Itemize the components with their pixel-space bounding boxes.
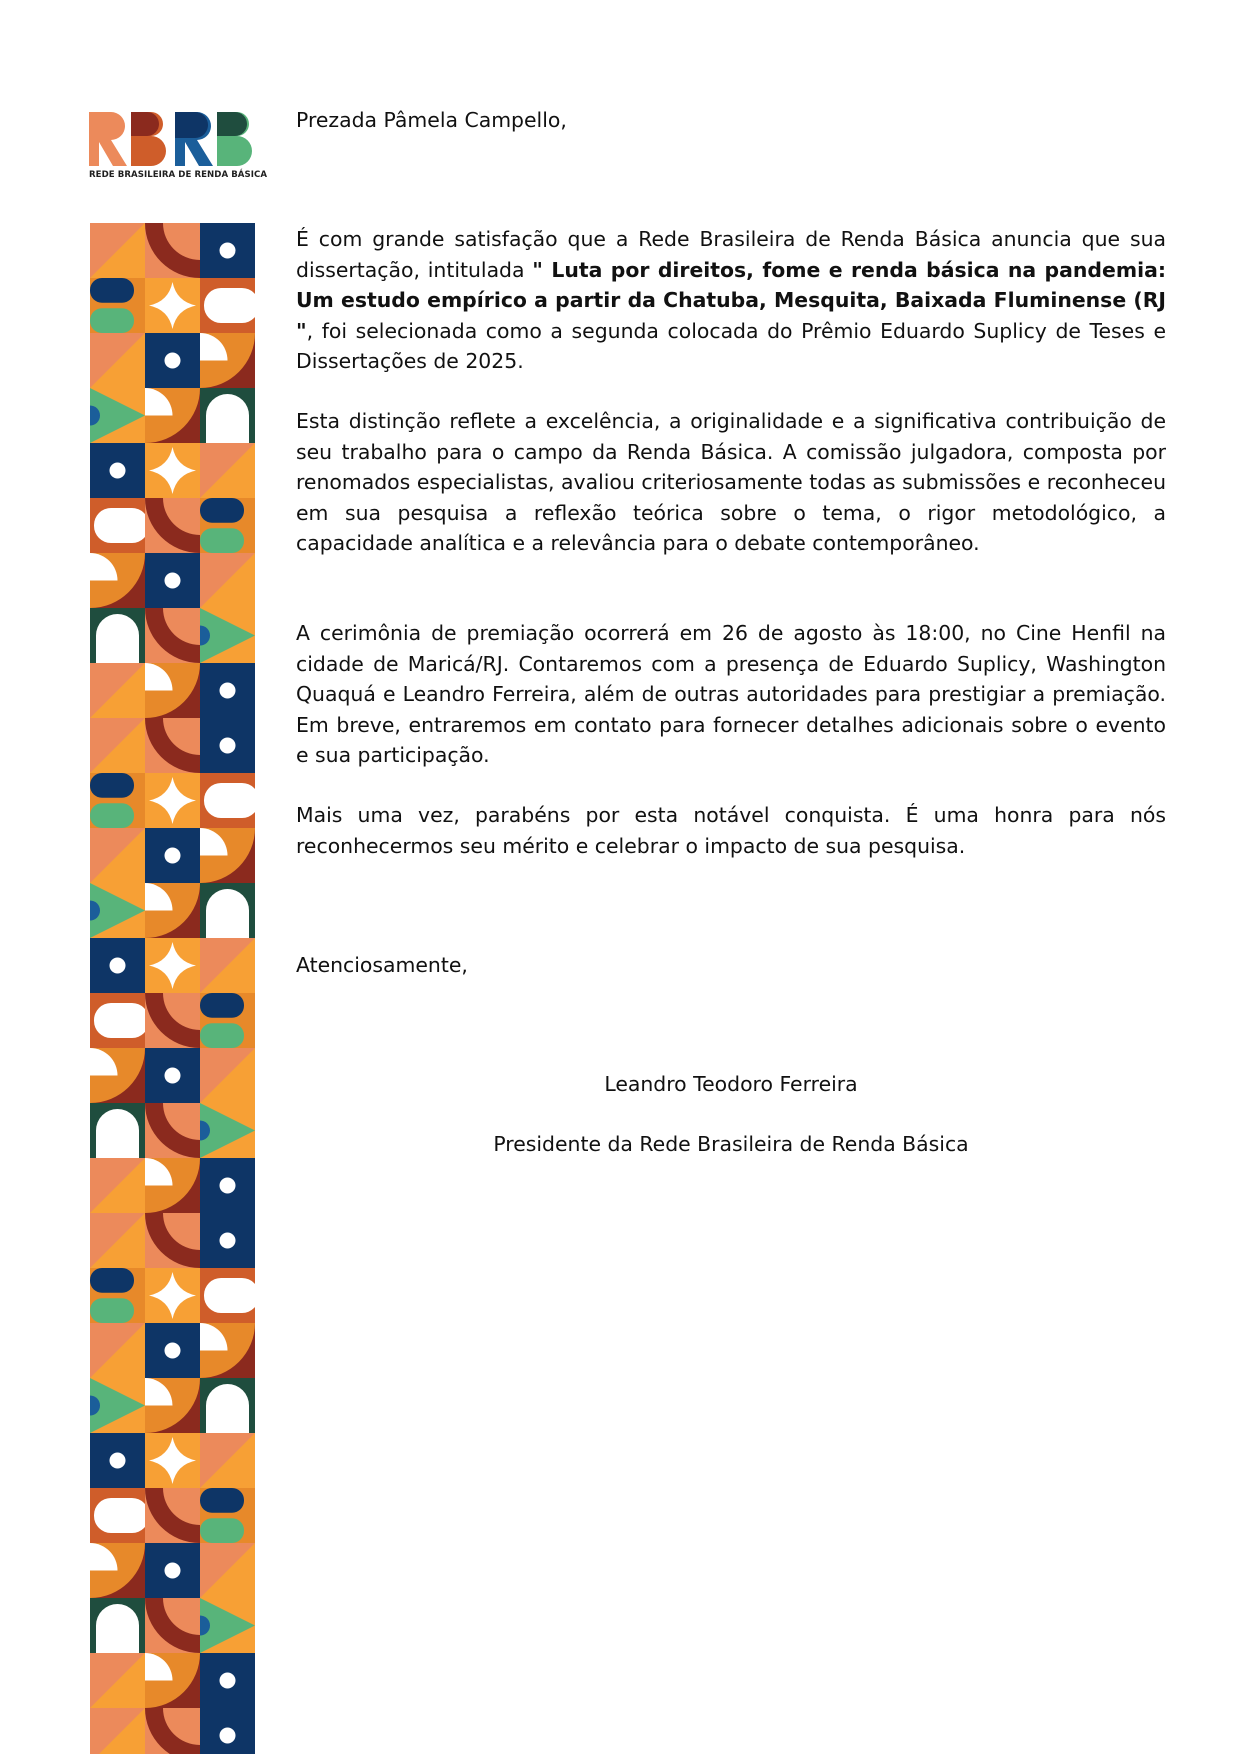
pattern-tile [90,388,145,443]
pattern-tile [90,828,145,883]
pattern-tile [200,1268,255,1323]
pattern-tile [145,1653,200,1708]
signature-role: Presidente da Rede Brasileira de Renda Básica [493,1132,969,1156]
pattern-tile [200,993,255,1048]
pattern-tile [90,663,145,718]
pattern-tile [90,883,145,938]
pattern-tile [90,938,145,993]
pattern-tile [145,883,200,938]
pattern-tile [145,1708,200,1754]
pattern-tile [145,1103,200,1158]
pattern-tile [145,498,200,553]
logo-letter-b2 [217,112,252,166]
pattern-tile [200,388,255,443]
paragraph-announcement [296,224,1166,377]
pattern-tile [200,1708,255,1754]
pattern-tile [145,663,200,718]
pattern-tile [200,1158,255,1213]
pattern-tile [200,828,255,883]
greeting: Prezada Pâmela Campello, [296,108,567,132]
pattern-tile [200,333,255,388]
pattern-tile [90,608,145,663]
pattern-tile [90,1268,145,1323]
pattern-tile [200,608,255,663]
pattern-tile [90,773,145,828]
pattern-tile [90,1103,145,1158]
pattern-tile [200,663,255,718]
pattern-tile [145,1268,200,1323]
pattern-tile [145,828,200,883]
pattern-tile [90,1433,145,1488]
announcement-text-end: , foi selecionada como a segunda colocada do Prêmio Eduardo Suplicy de Teses e Dissertações de 2025. [296,318,1166,374]
pattern-tile [200,1433,255,1488]
pattern-tile [90,718,145,773]
pattern-tile [200,443,255,498]
pattern-tile [200,1048,255,1103]
pattern-tile [90,1653,145,1708]
pattern-tile [145,1378,200,1433]
pattern-tile [200,278,255,333]
pattern-tile [200,1323,255,1378]
pattern-tile [200,938,255,993]
pattern-tile [90,333,145,388]
pattern-tile [200,718,255,773]
pattern-tile [200,1543,255,1598]
pattern-tile [145,993,200,1048]
pattern-tile [90,993,149,1048]
pattern-tiles [90,223,255,1754]
pattern-tile [200,1653,255,1708]
pattern-tile [90,1488,149,1543]
logo-letter-b1 [131,112,166,166]
geometric-pattern [90,223,255,1754]
pattern-tile [90,1708,145,1754]
pattern-tile [145,1158,200,1213]
pattern-tile [145,1488,200,1543]
pattern-tile [145,608,200,663]
pattern-tile [90,443,145,498]
pattern-tile [200,1598,255,1653]
paragraph-distinction: Esta distinção reflete a excelência, a originalidade e a significativa contribuição de seu trabalho para o campo da Renda Básica. A comissão julgadora, composta por renomados especialistas, avaliou criteriosamente todas as submissões e reconheceu em sua pesquisa a reflexão teórica sobre o tema, o rigor metodológico, a capacidade analítica e a relevância para o debate contemporâneo. [296,409,1166,556]
pattern-tile [145,1543,200,1598]
pattern-tile [90,1213,145,1268]
pattern-tile [145,1323,200,1378]
pattern-tile [90,278,145,333]
logo-letter-r2 [175,112,213,166]
announcement-text-start: É com grande satisfação que a Rede Brasileira de Renda Básica anuncia que sua dissertação, intitulada [296,227,1166,282]
dissertation-title: " Luta por direitos, fome e renda básica na pandemia: Um estudo empírico a partir da Chatuba, Mesquita, Baixada Fluminense (RJ " [296,257,1166,343]
pattern-tile [145,223,200,278]
pattern-tile [145,553,200,608]
pattern-tile [145,388,200,443]
pattern-tile [90,1158,145,1213]
logo-letter-r1 [89,112,127,166]
rbrb-logo-mark [89,110,257,168]
pattern-tile [90,553,145,608]
pattern-tile [145,938,200,993]
rbrb-logo [89,110,268,184]
pattern-tile [90,1323,145,1378]
pattern-tile [200,1378,255,1433]
pattern-tile [90,223,145,278]
pattern-tile [200,1213,255,1268]
pattern-tile [200,498,255,553]
pattern-tile [145,333,200,388]
pattern-tile [90,498,149,553]
pattern-tile [145,278,200,333]
pattern-tile [200,773,255,828]
pattern-tile [90,1598,145,1653]
pattern-tile [145,718,200,773]
closing: Atenciosamente, [296,953,468,977]
decorative-pattern-stripe [90,223,255,1754]
pattern-tile [90,1048,145,1103]
pattern-tile [145,773,200,828]
pattern-tile [145,1048,200,1103]
pattern-tile [90,1378,145,1433]
pattern-tile [145,443,200,498]
pattern-tile [200,1488,255,1543]
pattern-tile [145,1213,200,1268]
signature-name: Leandro Teodoro Ferreira [604,1072,858,1096]
paragraph-ceremony: A cerimônia de premiação ocorrerá em 26 de agosto às 18:00, no Cine Henfil na cidade de Maricá/RJ. Contaremos com a presença de Eduardo Suplicy, Washington Quaquá e Leandro Ferreira, além de outras autoridades para prestigiar a premiação. Em breve, entraremos em contato para fornecer detalhes adicionais sobre o evento e sua participação. [296,621,1166,768]
pattern-tile [200,1103,255,1158]
pattern-tile [145,1598,200,1653]
logo-caption: REDE BRASILEIRA DE RENDA BÁSICA [89,170,268,180]
pattern-tile [200,223,255,278]
pattern-tile [90,1543,145,1598]
pattern-tile [145,1433,200,1488]
pattern-tile [200,883,255,938]
pattern-tile [200,553,255,608]
paragraph-congratulations: Mais uma vez, parabéns por esta notável conquista. É uma honra para nós reconhecermos seu mérito e celebrar o impacto de sua pesquisa. [296,803,1166,858]
